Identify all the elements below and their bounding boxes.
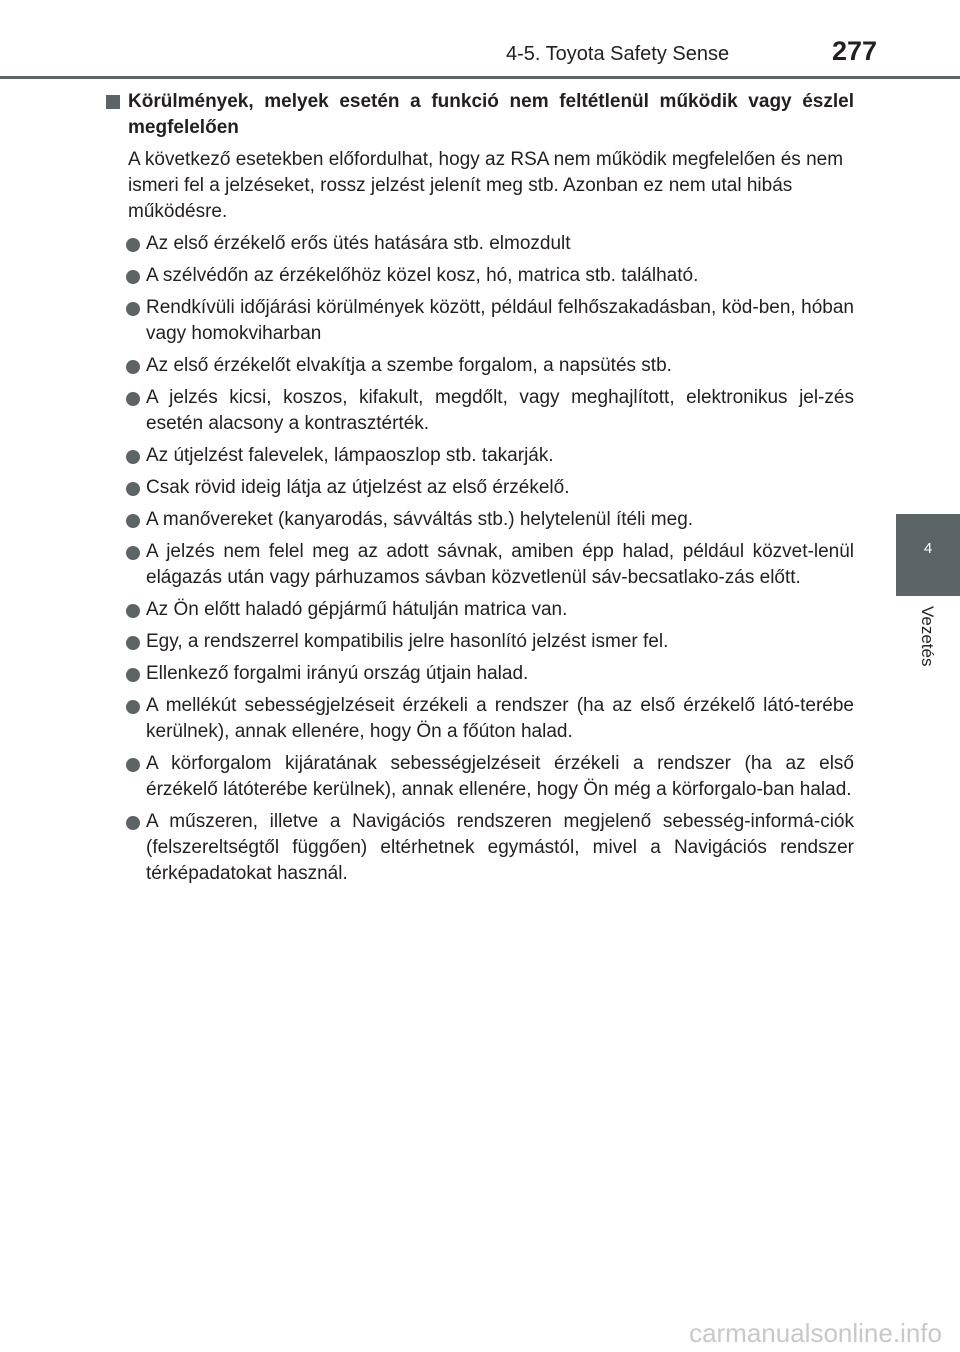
list-item	[106, 263, 854, 289]
list-item	[106, 231, 854, 257]
list-item-text: A szélvédőn az érzékelőhöz közel kosz, hó, matrica stb. található.	[146, 265, 699, 286]
list-item	[106, 353, 854, 379]
bullet-dot-icon	[126, 514, 140, 528]
list-item-text: A manővereket (kanyarodás, sávváltás stb.) helytelenül ítéli meg.	[146, 509, 694, 530]
list-item	[106, 295, 854, 347]
list-item	[106, 597, 854, 623]
list-item-text: Ellenkező forgalmi irányú ország útjain halad.	[146, 663, 529, 684]
list-item-text: Egy, a rendszerrel kompatibilis jelre hasonlító jelzést ismer fel.	[146, 631, 669, 652]
bullet-dot-icon	[126, 270, 140, 284]
list-item-text: Rendkívüli időjárási körülmények között, például felhőszakadásban, köd-ben, hóban vagy homokviharban	[146, 297, 854, 344]
list-item	[106, 507, 854, 533]
list-item	[106, 661, 854, 687]
list-item-text: A körforgalom kijáratának sebességjelzéseit érzékeli a rendszer (ha az első érzékelő látóterébe kerülnek), annak ellenére, hogy Ön még a körforgalo-ban halad.	[146, 753, 854, 800]
chapter-label: Vezetés	[918, 606, 937, 667]
page-number: 277	[832, 36, 878, 66]
bullet-dot-icon	[126, 668, 140, 682]
list-item	[106, 443, 854, 469]
section-heading	[106, 89, 854, 141]
list-item	[106, 693, 854, 745]
list-item-text: Az első érzékelő erős ütés hatására stb. elmozdult	[146, 233, 571, 254]
bullet-dot-icon	[126, 816, 140, 830]
bullet-dot-icon	[126, 482, 140, 496]
list-item-text: A mellékút sebességjelzéseit érzékeli a rendszer (ha az első érzékelő látó-terébe kerülnek), annak ellenére, hogy Ön a főúton halad.	[146, 695, 854, 742]
list-item	[106, 385, 854, 437]
section-title: 4-5. Toyota Safety Sense	[506, 43, 730, 65]
list-item	[106, 751, 854, 803]
chapter-number: 4	[923, 540, 933, 557]
bullet-dot-icon	[126, 636, 140, 650]
list-item-text: A jelzés nem felel meg az adott sávnak, amiben épp halad, például közvet-lenül elágazás után vagy párhuzamos sávban közvetlenül sáv-becsatlako-zás előtt.	[146, 541, 854, 588]
bullet-dot-icon	[126, 604, 140, 618]
condition-list	[106, 231, 854, 887]
bullet-dot-icon	[126, 450, 140, 464]
list-item	[106, 809, 854, 887]
bullet-dot-icon	[126, 360, 140, 374]
list-item	[106, 475, 854, 501]
bullet-dot-icon	[126, 758, 140, 772]
list-item-text: Csak rövid ideig látja az útjelzést az első érzékelő.	[146, 477, 570, 498]
watermark: carmanualsonline.info	[689, 1318, 942, 1348]
list-item-text: Az első érzékelőt elvakítja a szembe forgalom, a napsütés stb.	[146, 355, 672, 376]
list-item	[106, 539, 854, 591]
list-item-text: Az Ön előtt haladó gépjármű hátulján matrica van.	[146, 599, 568, 620]
bullet-dot-icon	[126, 392, 140, 406]
bullet-dot-icon	[126, 302, 140, 316]
main-content	[106, 89, 854, 893]
list-item-text: Az útjelzést falevelek, lámpaoszlop stb. takarják.	[146, 445, 554, 466]
list-item	[106, 629, 854, 655]
section-heading-text: Körülmények, melyek esetén a funkció nem feltétlenül működik vagy észlel megfelelően	[128, 91, 854, 138]
list-item-text: A műszeren, illetve a Navigációs rendszeren megjelenő sebesség-informá-ciók (felszereltségtől függően) eltérhetnek egymástól, mivel a Navigációs rendszer térképadatokat használ.	[146, 811, 854, 884]
bullet-dot-icon	[126, 700, 140, 714]
intro-paragraph: A következő esetekben előfordulhat, hogy az RSA nem működik megfelelően és nem ismeri fel a jelzéseket, rossz jelzést jelenít meg stb. Azonban ez nem utal hibás működésre.	[128, 149, 844, 222]
header-divider	[0, 76, 960, 79]
chapter-tab	[896, 514, 960, 596]
bullet-dot-icon	[126, 546, 140, 560]
square-bullet-icon	[106, 95, 120, 109]
bullet-dot-icon	[126, 238, 140, 252]
list-item-text: A jelzés kicsi, koszos, kifakult, megdőlt, vagy meghajlított, elektronikus jel-zés esetén alacsony a kontrasztérték.	[146, 387, 854, 434]
